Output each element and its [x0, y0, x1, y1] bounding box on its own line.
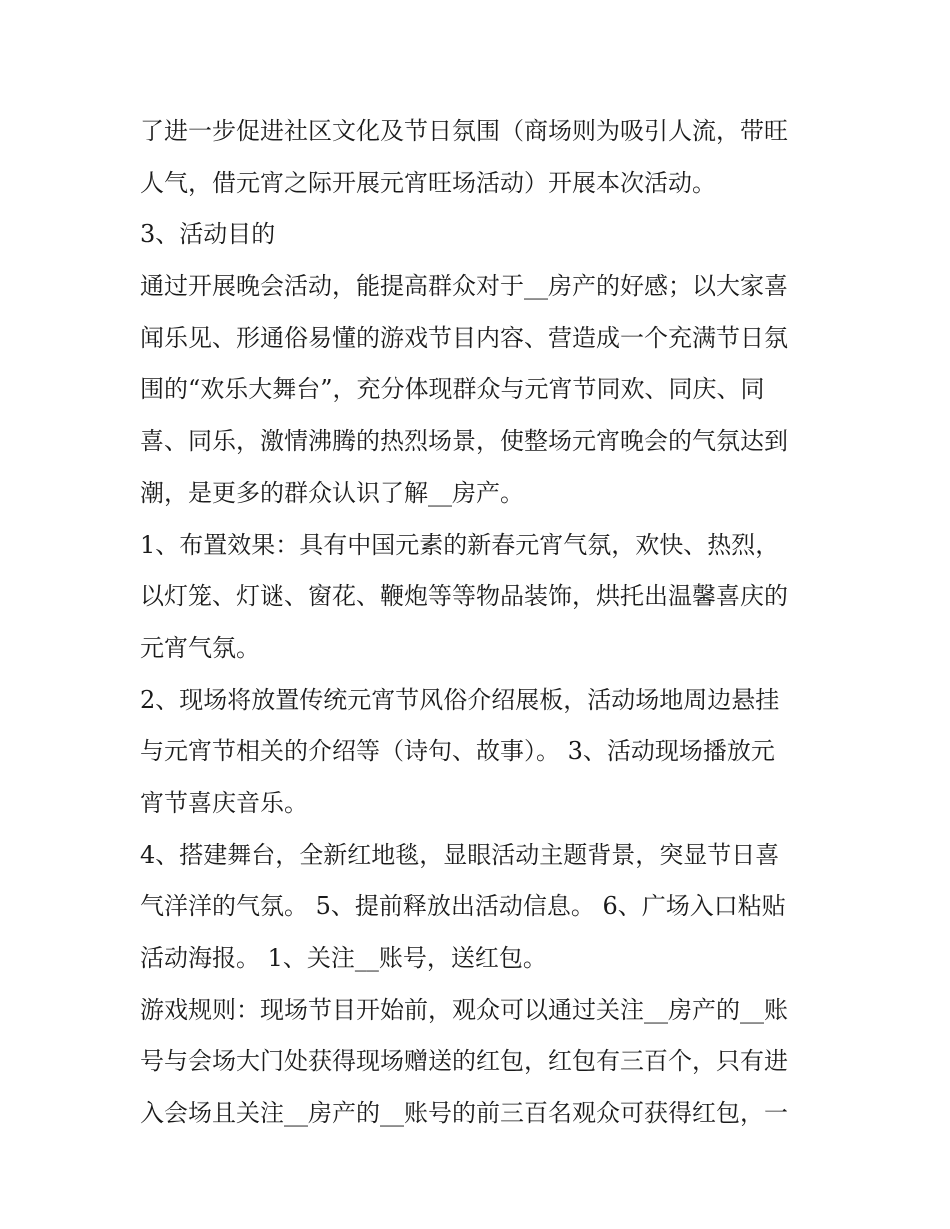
text-line: 1、布置效果：具有中国元素的新春元宵气氛，欢快、热烈，: [140, 530, 780, 559]
text-line: 潮，是更多的群众认识了解__房产。: [140, 478, 524, 507]
document-body: [140, 106, 820, 1140]
text-line: 号与会场大门处获得现场赠送的红包，红包有三百个，只有进: [140, 1047, 788, 1076]
text-line: 喜、同乐，激情沸腾的热烈场景，使整场元宵晚会的气氛达到: [140, 427, 788, 456]
text-line: 通过开展晚会活动，能提高群众对于__房产的好感；以大家喜: [140, 272, 788, 301]
text-line: 闻乐见、形通俗易懂的游戏节目内容、营造成一个充满节日氛: [140, 323, 788, 352]
text-line: 了进一步促进社区文化及节日氛围（商场则为吸引人流，带旺: [140, 117, 788, 145]
text-line: 活动海报。 1、关注__账号，送红包。: [140, 944, 547, 972]
text-line: 4、搭建舞台，全新红地毯，显眼活动主题背景，突显节日喜: [140, 840, 780, 869]
text-line: 入会场且关注__房产的__账号的前三百名观众可获得红包，一: [140, 1099, 788, 1128]
text-line: 以灯笼、灯谜、窗花、鞭炮等等物品装饰，烘托出温馨喜庆的: [140, 582, 788, 611]
text-line: 元宵气氛。: [140, 633, 260, 662]
text-line: 围的“欢乐大舞台”，充分体现群众与元宵节同欢、同庆、同: [140, 375, 765, 404]
text-line: 2、现场将放置传统元宵节风俗介绍展板，活动场地周边悬挂: [140, 685, 780, 714]
section-heading: 3、活动目的: [140, 220, 276, 249]
text-line: 宵节喜庆音乐。: [140, 788, 308, 817]
text-line: 气洋洋的气氛。 5、提前释放出活动信息。 6、广场入口粘贴: [140, 892, 786, 921]
text-line: 游戏规则：现场节目开始前，观众可以通过关注__房产的__账: [140, 995, 788, 1024]
text-line: 与元宵节相关的介绍等（诗句、故事）。 3、活动现场播放元: [140, 737, 775, 766]
text-line: 人气，借元宵之际开展元宵旺场活动）开展本次活动。: [140, 168, 716, 197]
